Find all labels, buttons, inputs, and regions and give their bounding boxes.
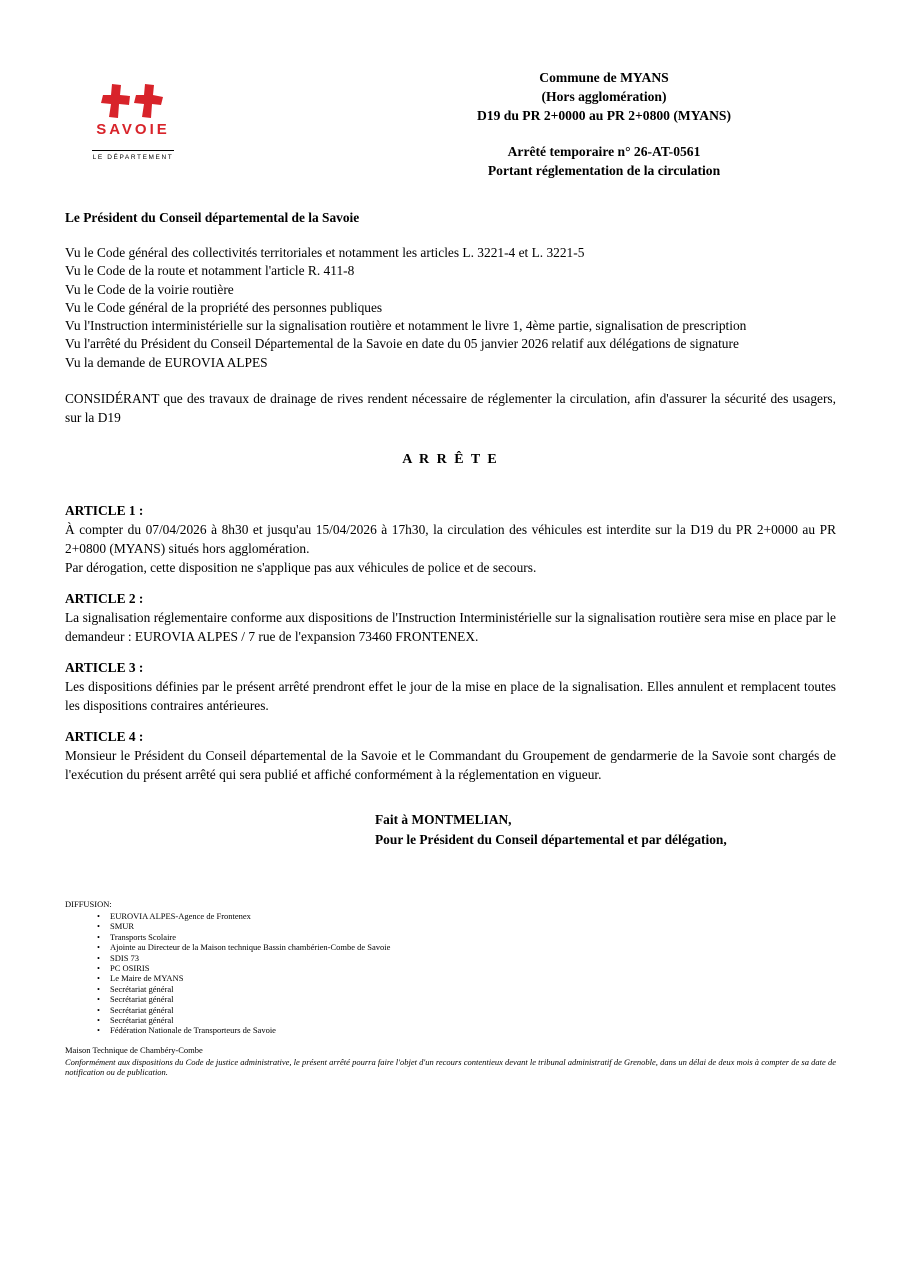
- diffusion-item: • Secrétariat général: [97, 984, 836, 994]
- vu-item: Vu le Code de la route et notamment l'article R. 411-8: [65, 263, 355, 279]
- article-paragraph: La signalisation réglementaire conforme aux dispositions de l'Instruction Interministérielle sur la signalisation routière sera mise en place par le demandeur : EUROVIA ALPES / 7 rue de l'expansion 73460 FRONTENEX.: [65, 610, 836, 645]
- road-reference-line: D19 du PR 2+0000 au PR 2+0800 (MYANS): [476, 108, 732, 123]
- diffusion-item: • SMUR: [97, 921, 836, 931]
- maison-technique-line: Maison Technique de Chambéry-Combe: [65, 1044, 203, 1055]
- logo-subtitle: LE DÉPARTEMENT: [92, 154, 174, 161]
- signature-block: [375, 810, 836, 849]
- savoie-logo: [92, 84, 174, 161]
- article-2: [65, 589, 836, 646]
- logo-divider: [92, 150, 174, 151]
- article-title: ARTICLE 2 :: [65, 591, 144, 607]
- vu-list: [65, 244, 836, 372]
- article-paragraph: Par dérogation, cette disposition ne s'applique pas aux véhicules de police et de secours.: [65, 560, 537, 576]
- article-4: [65, 727, 836, 784]
- considerant-paragraph: CONSIDÉRANT que des travaux de drainage de rives rendent nécessaire de réglementer la circulation, afin d'assurer la sécurité des usagers, sur la D19: [65, 391, 836, 426]
- article-paragraph: Monsieur le Président du Conseil départemental de la Savoie et le Commandant du Groupement de gendarmerie de la Savoie sont chargés de l'exécution du présent arrêté qui sera publié et affiché conformément à la réglementation en vigueur.: [65, 748, 836, 783]
- savoie-crosses-icon: [100, 84, 166, 118]
- vu-item: Vu le Code de la voirie routière: [65, 281, 234, 297]
- commune-line: Commune de MYANS: [539, 70, 669, 85]
- document-footer: [65, 899, 836, 1077]
- arrete-number-line: Arrêté temporaire n° 26-AT-0561: [507, 144, 701, 159]
- president-line: Le Président du Conseil départemental de la Savoie: [65, 210, 360, 225]
- article-paragraph: À compter du 07/04/2026 à 8h30 et jusqu'au 15/04/2026 à 17h30, la circulation des véhicules est interdite sur la D19 du PR 2+0000 au PR 2+0800 (MYANS) situés hors agglomération.: [65, 522, 836, 557]
- vu-item: Vu le Code général des collectivités territoriales et notamment les articles L. 3221-4 et L. 3221-5: [65, 245, 585, 260]
- signature-delegation-line: Pour le Président du Conseil départemental et par délégation,: [375, 831, 727, 847]
- diffusion-item: • Fédération Nationale de Transporteurs de Savoie: [97, 1025, 836, 1035]
- article-title: ARTICLE 1 :: [65, 503, 144, 519]
- arrete-heading: A R R Ê T E: [402, 452, 499, 468]
- document-body: [65, 208, 836, 849]
- legal-notice: Conformément aux dispositions du Code de justice administrative, le présent arrêté pourra faire l'objet d'un recours contentieux devant le tribunal administratif de Grenoble, dans un délai de deux mois à compter de sa date de notification ou de publication.: [65, 1056, 836, 1078]
- vu-item: Vu la demande de EUROVIA ALPES: [65, 354, 268, 370]
- article-1: [65, 501, 836, 577]
- diffusion-label: DIFFUSION:: [65, 899, 112, 909]
- diffusion-item: • Secrétariat général: [97, 1015, 836, 1025]
- diffusion-item: • Secrétariat général: [97, 994, 836, 1004]
- diffusion-item: • Le Maire de MYANS: [97, 973, 836, 983]
- logo-title: SAVOIE: [96, 121, 170, 138]
- diffusion-list: [65, 911, 836, 1036]
- diffusion-item: • Secrétariat général: [97, 1005, 836, 1015]
- article-paragraph: Les dispositions définies par le présent arrêté prendront effet le jour de la mise en place de la signalisation. Elles annulent et remplacent toutes les dispositions contraires antérieures.: [65, 679, 836, 714]
- article-3: [65, 658, 836, 715]
- agglomeration-line: (Hors agglomération): [541, 89, 667, 104]
- arrete-subject-line: Portant réglementation de la circulation: [487, 163, 721, 178]
- diffusion-item: • SDIS 73: [97, 953, 836, 963]
- diffusion-item: • EUROVIA ALPES-Agence de Frontenex: [97, 911, 836, 921]
- vu-item: Vu l'arrêté du Président du Conseil Départemental de la Savoie en date du 05 janvier 2026 relatif aux délégations de signature: [65, 336, 739, 352]
- vu-item: Vu l'Instruction interministérielle sur la signalisation routière et notamment le livre 1, 4ème partie, signalisation de prescription: [65, 318, 747, 334]
- document-header: [368, 68, 840, 180]
- article-title: ARTICLE 3 :: [65, 660, 144, 676]
- diffusion-item: • Transports Scolaire: [97, 932, 836, 942]
- signature-place-line: Fait à MONTMELIAN,: [375, 812, 512, 828]
- vu-item: Vu le Code général de la propriété des personnes publiques: [65, 299, 383, 315]
- diffusion-item: • PC OSIRIS: [97, 963, 836, 973]
- diffusion-item: • Ajointe au Directeur de la Maison technique Bassin chambérien-Combe de Savoie: [97, 942, 836, 952]
- article-title: ARTICLE 4 :: [65, 729, 144, 745]
